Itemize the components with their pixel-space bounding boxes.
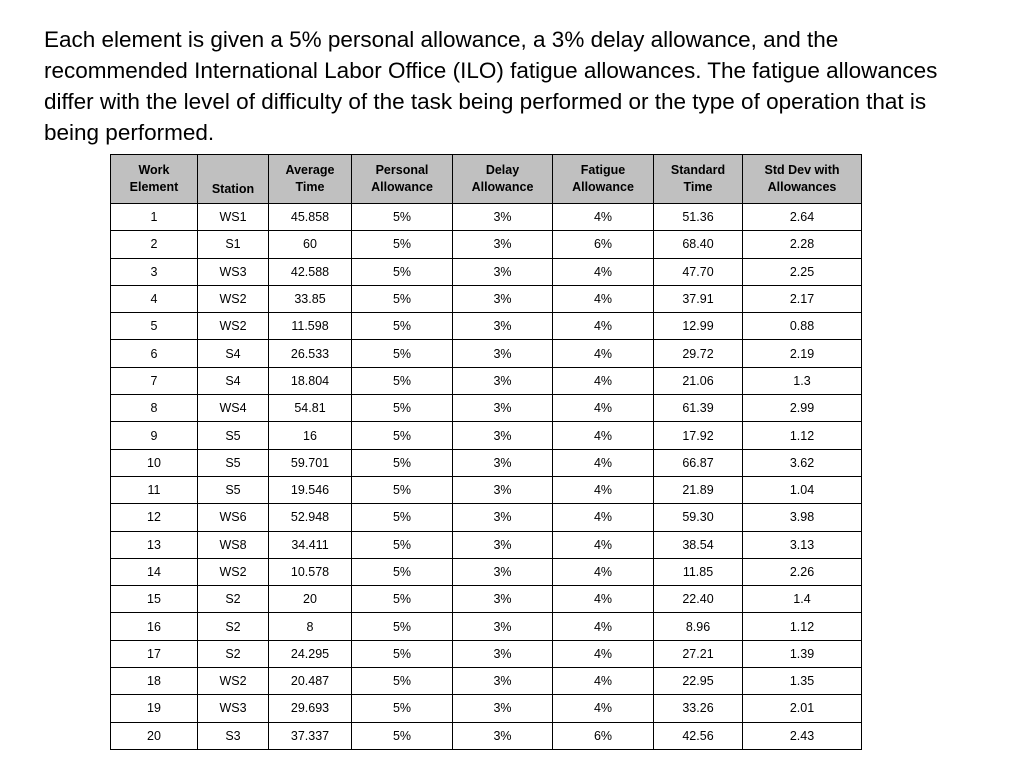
header-std-dev: Std Dev with Allowances: [743, 155, 862, 204]
cell-personal-allowance: 5%: [352, 367, 453, 394]
cell-work-element: 8: [111, 395, 198, 422]
table-header-row: [111, 155, 862, 204]
cell-station: S5: [198, 422, 269, 449]
table-row: [111, 722, 862, 749]
cell-work-element: 1: [111, 204, 198, 231]
cell-average-time: 18.804: [269, 367, 352, 394]
allowance-table: [110, 154, 862, 750]
header-average-time: Average Time: [269, 155, 352, 204]
cell-personal-allowance: 5%: [352, 204, 453, 231]
table-row: [111, 313, 862, 340]
cell-average-time: 54.81: [269, 395, 352, 422]
cell-std-dev: 1.35: [743, 668, 862, 695]
cell-work-element: 2: [111, 231, 198, 258]
table-row: [111, 613, 862, 640]
cell-delay-allowance: 3%: [453, 285, 553, 312]
cell-delay-allowance: 3%: [453, 449, 553, 476]
cell-fatigue-allowance: 4%: [553, 422, 654, 449]
cell-average-time: 42.588: [269, 258, 352, 285]
cell-standard-time: 42.56: [654, 722, 743, 749]
cell-std-dev: 0.88: [743, 313, 862, 340]
cell-average-time: 37.337: [269, 722, 352, 749]
cell-average-time: 26.533: [269, 340, 352, 367]
cell-fatigue-allowance: 6%: [553, 722, 654, 749]
cell-work-element: 12: [111, 504, 198, 531]
cell-standard-time: 68.40: [654, 231, 743, 258]
cell-work-element: 3: [111, 258, 198, 285]
cell-delay-allowance: 3%: [453, 722, 553, 749]
cell-delay-allowance: 3%: [453, 695, 553, 722]
cell-fatigue-allowance: 4%: [553, 340, 654, 367]
cell-standard-time: 21.06: [654, 367, 743, 394]
cell-std-dev: 1.39: [743, 640, 862, 667]
cell-std-dev: 2.25: [743, 258, 862, 285]
cell-average-time: 16: [269, 422, 352, 449]
cell-average-time: 19.546: [269, 476, 352, 503]
cell-personal-allowance: 5%: [352, 449, 453, 476]
cell-standard-time: 61.39: [654, 395, 743, 422]
cell-work-element: 5: [111, 313, 198, 340]
cell-work-element: 20: [111, 722, 198, 749]
cell-personal-allowance: 5%: [352, 531, 453, 558]
cell-std-dev: 1.12: [743, 613, 862, 640]
cell-standard-time: 51.36: [654, 204, 743, 231]
cell-delay-allowance: 3%: [453, 558, 553, 585]
cell-standard-time: 22.95: [654, 668, 743, 695]
cell-work-element: 16: [111, 613, 198, 640]
table-row: [111, 395, 862, 422]
intro-paragraph: Each element is given a 5% personal allowance, a 3% delay allowance, and the recommended International Labor Office (ILO) fatigue allowances. The fatigue allowances differ with the level of difficulty of the task being performed or the type of operation that is being performed.: [44, 27, 938, 145]
cell-fatigue-allowance: 4%: [553, 204, 654, 231]
cell-station: S3: [198, 722, 269, 749]
cell-standard-time: 59.30: [654, 504, 743, 531]
table-row: [111, 531, 862, 558]
cell-average-time: 8: [269, 613, 352, 640]
table-row: [111, 668, 862, 695]
cell-delay-allowance: 3%: [453, 258, 553, 285]
cell-delay-allowance: 3%: [453, 613, 553, 640]
cell-personal-allowance: 5%: [352, 640, 453, 667]
cell-work-element: 18: [111, 668, 198, 695]
cell-fatigue-allowance: 4%: [553, 695, 654, 722]
cell-average-time: 33.85: [269, 285, 352, 312]
table-row: [111, 285, 862, 312]
cell-work-element: 7: [111, 367, 198, 394]
cell-std-dev: 2.28: [743, 231, 862, 258]
cell-fatigue-allowance: 4%: [553, 367, 654, 394]
cell-station: WS4: [198, 395, 269, 422]
cell-standard-time: 12.99: [654, 313, 743, 340]
cell-fatigue-allowance: 4%: [553, 613, 654, 640]
cell-average-time: 34.411: [269, 531, 352, 558]
cell-average-time: 59.701: [269, 449, 352, 476]
header-work-element: Work Element: [111, 155, 198, 204]
cell-delay-allowance: 3%: [453, 668, 553, 695]
cell-station: S1: [198, 231, 269, 258]
cell-fatigue-allowance: 4%: [553, 504, 654, 531]
cell-work-element: 10: [111, 449, 198, 476]
cell-fatigue-allowance: 6%: [553, 231, 654, 258]
table-row: [111, 558, 862, 585]
cell-personal-allowance: 5%: [352, 558, 453, 585]
cell-station: WS2: [198, 313, 269, 340]
cell-station: S4: [198, 367, 269, 394]
cell-average-time: 20.487: [269, 668, 352, 695]
cell-station: WS2: [198, 285, 269, 312]
cell-standard-time: 11.85: [654, 558, 743, 585]
cell-fatigue-allowance: 4%: [553, 449, 654, 476]
table-row: [111, 367, 862, 394]
cell-work-element: 17: [111, 640, 198, 667]
cell-personal-allowance: 5%: [352, 613, 453, 640]
cell-personal-allowance: 5%: [352, 340, 453, 367]
cell-delay-allowance: 3%: [453, 531, 553, 558]
cell-fatigue-allowance: 4%: [553, 285, 654, 312]
cell-personal-allowance: 5%: [352, 258, 453, 285]
header-standard-time: Standard Time: [654, 155, 743, 204]
cell-fatigue-allowance: 4%: [553, 668, 654, 695]
table-row: [111, 204, 862, 231]
table-row: [111, 422, 862, 449]
cell-average-time: 60: [269, 231, 352, 258]
table-row: [111, 695, 862, 722]
cell-personal-allowance: 5%: [352, 722, 453, 749]
cell-fatigue-allowance: 4%: [553, 395, 654, 422]
cell-standard-time: 17.92: [654, 422, 743, 449]
cell-std-dev: 1.12: [743, 422, 862, 449]
cell-delay-allowance: 3%: [453, 313, 553, 340]
cell-standard-time: 21.89: [654, 476, 743, 503]
cell-std-dev: 2.17: [743, 285, 862, 312]
cell-std-dev: 1.04: [743, 476, 862, 503]
cell-station: S5: [198, 476, 269, 503]
cell-station: S2: [198, 586, 269, 613]
cell-station: S2: [198, 613, 269, 640]
table-row: [111, 504, 862, 531]
cell-standard-time: 38.54: [654, 531, 743, 558]
cell-personal-allowance: 5%: [352, 313, 453, 340]
cell-delay-allowance: 3%: [453, 422, 553, 449]
cell-personal-allowance: 5%: [352, 231, 453, 258]
cell-station: S2: [198, 640, 269, 667]
header-delay-allowance: Delay Allowance: [453, 155, 553, 204]
cell-station: WS3: [198, 258, 269, 285]
cell-std-dev: 1.3: [743, 367, 862, 394]
cell-standard-time: 29.72: [654, 340, 743, 367]
cell-delay-allowance: 3%: [453, 504, 553, 531]
cell-std-dev: 2.64: [743, 204, 862, 231]
cell-std-dev: 2.99: [743, 395, 862, 422]
cell-personal-allowance: 5%: [352, 476, 453, 503]
cell-personal-allowance: 5%: [352, 285, 453, 312]
cell-std-dev: 2.19: [743, 340, 862, 367]
cell-standard-time: 27.21: [654, 640, 743, 667]
cell-std-dev: 2.26: [743, 558, 862, 585]
cell-std-dev: 2.43: [743, 722, 862, 749]
cell-fatigue-allowance: 4%: [553, 558, 654, 585]
cell-average-time: 10.578: [269, 558, 352, 585]
header-fatigue-allowance: Fatigue Allowance: [553, 155, 654, 204]
header-personal-allowance: Personal Allowance: [352, 155, 453, 204]
cell-standard-time: 37.91: [654, 285, 743, 312]
cell-work-element: 15: [111, 586, 198, 613]
cell-delay-allowance: 3%: [453, 204, 553, 231]
cell-delay-allowance: 3%: [453, 231, 553, 258]
cell-station: WS1: [198, 204, 269, 231]
cell-station: WS2: [198, 558, 269, 585]
cell-average-time: 24.295: [269, 640, 352, 667]
cell-station: WS3: [198, 695, 269, 722]
table-row: [111, 258, 862, 285]
table-row: [111, 640, 862, 667]
cell-std-dev: 2.01: [743, 695, 862, 722]
cell-standard-time: 22.40: [654, 586, 743, 613]
cell-fatigue-allowance: 4%: [553, 586, 654, 613]
cell-work-element: 14: [111, 558, 198, 585]
cell-standard-time: 8.96: [654, 613, 743, 640]
cell-standard-time: 33.26: [654, 695, 743, 722]
table-body: [111, 204, 862, 750]
cell-delay-allowance: 3%: [453, 367, 553, 394]
table-row: [111, 586, 862, 613]
cell-personal-allowance: 5%: [352, 422, 453, 449]
cell-average-time: 52.948: [269, 504, 352, 531]
cell-personal-allowance: 5%: [352, 395, 453, 422]
cell-work-element: 13: [111, 531, 198, 558]
cell-delay-allowance: 3%: [453, 395, 553, 422]
cell-average-time: 29.693: [269, 695, 352, 722]
cell-std-dev: 3.62: [743, 449, 862, 476]
cell-std-dev: 1.4: [743, 586, 862, 613]
cell-personal-allowance: 5%: [352, 668, 453, 695]
cell-work-element: 4: [111, 285, 198, 312]
table-row: [111, 340, 862, 367]
cell-station: WS2: [198, 668, 269, 695]
table-row: [111, 476, 862, 503]
cell-work-element: 19: [111, 695, 198, 722]
cell-average-time: 45.858: [269, 204, 352, 231]
cell-delay-allowance: 3%: [453, 640, 553, 667]
cell-delay-allowance: 3%: [453, 586, 553, 613]
cell-std-dev: 3.98: [743, 504, 862, 531]
cell-average-time: 20: [269, 586, 352, 613]
header-station: Station: [198, 155, 269, 204]
cell-personal-allowance: 5%: [352, 504, 453, 531]
cell-station: WS6: [198, 504, 269, 531]
cell-fatigue-allowance: 4%: [553, 258, 654, 285]
cell-station: S5: [198, 449, 269, 476]
cell-work-element: 11: [111, 476, 198, 503]
cell-delay-allowance: 3%: [453, 340, 553, 367]
cell-personal-allowance: 5%: [352, 695, 453, 722]
cell-delay-allowance: 3%: [453, 476, 553, 503]
cell-work-element: 9: [111, 422, 198, 449]
cell-personal-allowance: 5%: [352, 586, 453, 613]
table-row: [111, 449, 862, 476]
cell-fatigue-allowance: 4%: [553, 531, 654, 558]
table-row: [111, 231, 862, 258]
cell-fatigue-allowance: 4%: [553, 313, 654, 340]
cell-fatigue-allowance: 4%: [553, 476, 654, 503]
cell-station: WS8: [198, 531, 269, 558]
cell-fatigue-allowance: 4%: [553, 640, 654, 667]
cell-standard-time: 66.87: [654, 449, 743, 476]
cell-standard-time: 47.70: [654, 258, 743, 285]
cell-work-element: 6: [111, 340, 198, 367]
cell-station: S4: [198, 340, 269, 367]
cell-average-time: 11.598: [269, 313, 352, 340]
cell-std-dev: 3.13: [743, 531, 862, 558]
